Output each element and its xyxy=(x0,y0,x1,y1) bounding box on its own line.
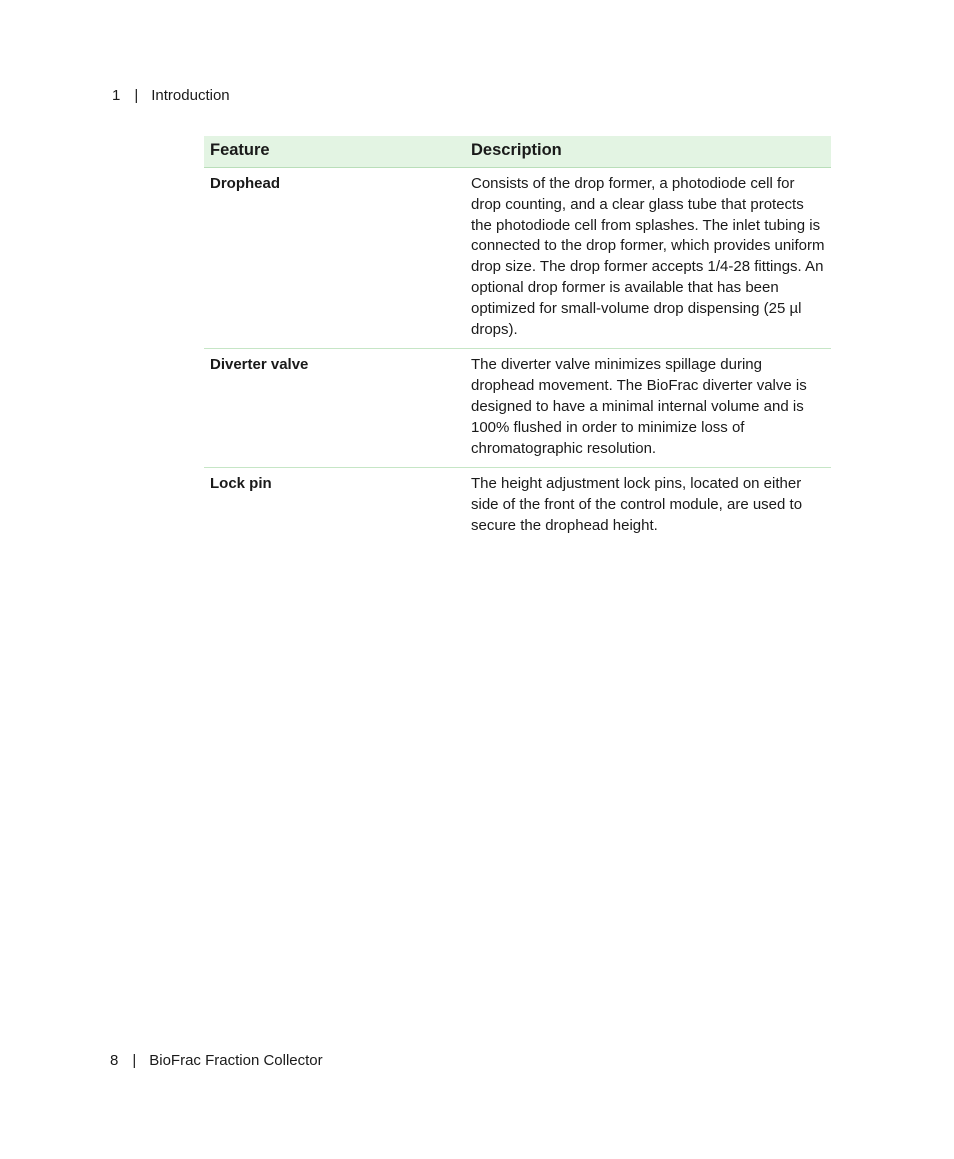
feature-description: Consists of the drop former, a photodiode cell for drop counting, and a clear glass tube that protects the photodiode cell from splashes. The inlet tubing is connected to the drop former, which provides uniform drop size. The drop former accepts 1/4-28 fittings. An optional drop former is available that has been optimized for small-volume drop dispensing (25 µl drops). xyxy=(465,168,831,349)
table-row xyxy=(204,349,831,468)
table-header-row xyxy=(204,136,831,168)
book-title: BioFrac Fraction Collector xyxy=(149,1052,323,1069)
header-separator: | xyxy=(134,87,139,104)
chapter-number: 1 xyxy=(112,87,121,104)
feature-description: The diverter valve minimizes spillage during drophead movement. The BioFrac diverter valve is designed to have a minimal internal volume and is 100% flushed in order to minimize loss of chromatographic resolution. xyxy=(465,349,831,468)
feature-description: The height adjustment lock pins, located on either side of the front of the control module, are used to secure the drophead height. xyxy=(471,475,803,534)
column-header-description: Description xyxy=(465,136,831,168)
chapter-title: Introduction xyxy=(151,87,230,104)
running-header xyxy=(112,87,230,105)
running-footer xyxy=(110,1052,323,1070)
feature-name: Lock pin xyxy=(210,475,272,493)
table-row xyxy=(204,168,831,349)
column-header-feature: Feature xyxy=(204,136,465,168)
feature-name: Drophead xyxy=(204,168,465,349)
feature-name: Diverter valve xyxy=(204,349,465,468)
table-row xyxy=(204,468,831,545)
page-number: 8 xyxy=(110,1052,119,1069)
feature-table xyxy=(204,136,831,545)
footer-separator: | xyxy=(132,1052,137,1069)
